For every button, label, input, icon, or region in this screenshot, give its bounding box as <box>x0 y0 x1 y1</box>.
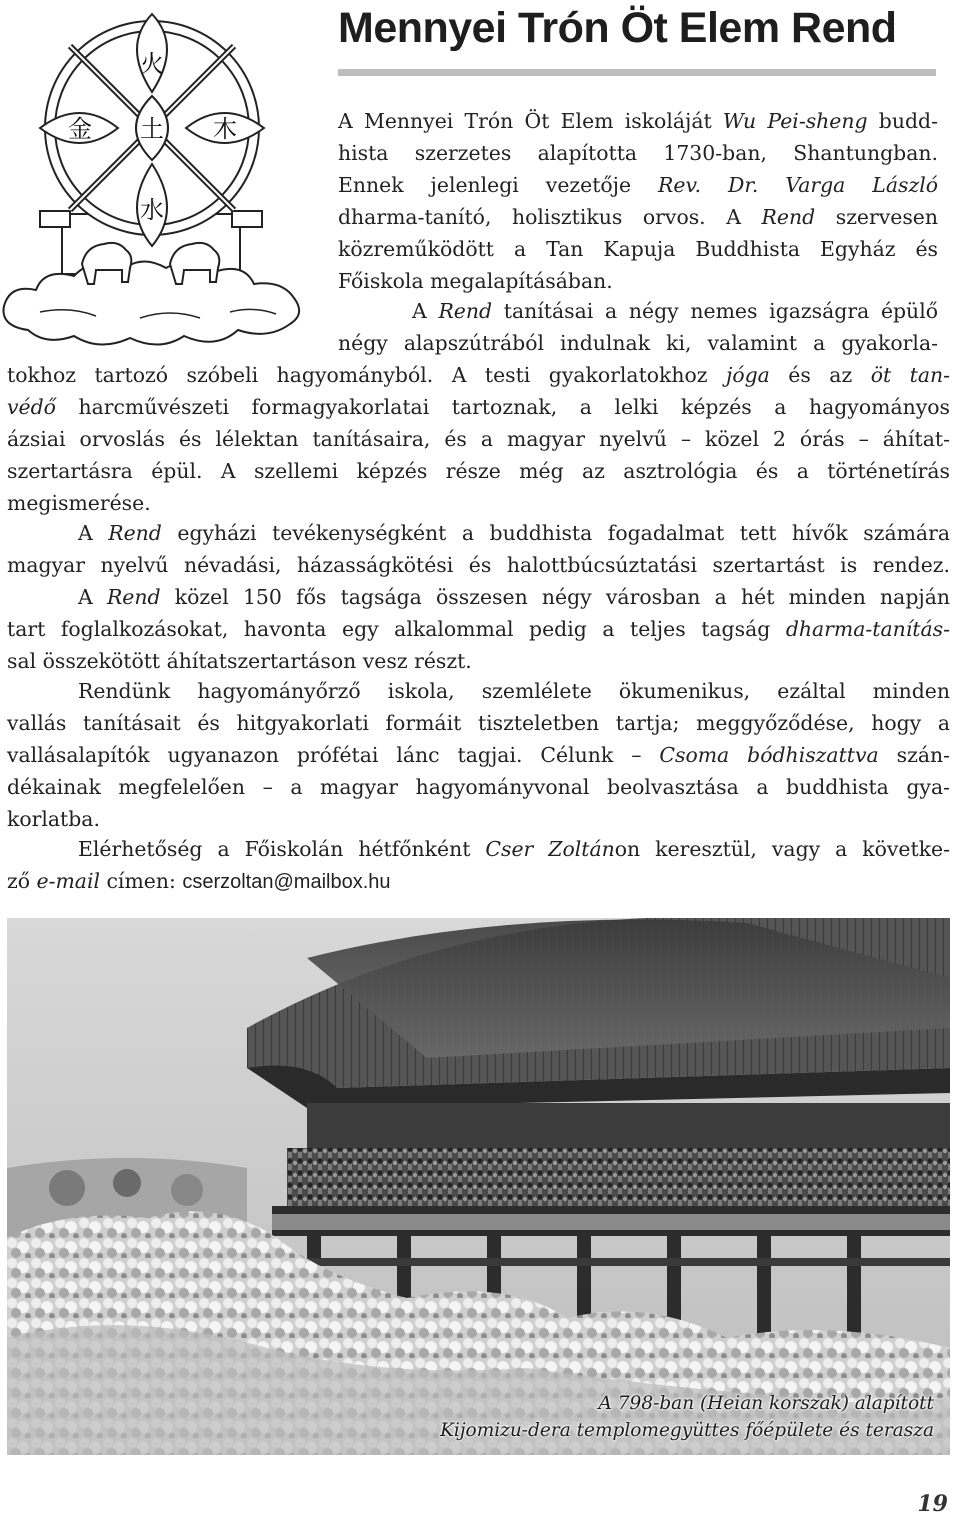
wood-glyph: 木 <box>213 115 237 143</box>
p3-line: A Rend egyházi tevékenységként a buddhista fogadalmat tett hívők számára <box>78 521 950 545</box>
water-glyph: 水 <box>140 196 164 224</box>
p5-line: vallás tanításait és hitgyakorlati formáit tiszteletben tartja; meggyőződése, hogy a <box>7 711 950 735</box>
p2-line: megismerése. <box>7 491 151 515</box>
p5-line: dékainak megfelelően – a magyar hagyományvonal beolvasztása a buddhista gya- <box>7 775 950 799</box>
p1-line: hista szerzetes alapította 1730-ban, Shantungban. <box>338 141 938 165</box>
five-elements-emblem <box>0 6 306 356</box>
caption-line: A 798-ban (Heian korszak) alapított <box>598 1393 934 1414</box>
p1-line: Ennek jelenlegi vezetője Rev. Dr. Varga László <box>338 173 938 197</box>
p2-line: tokhoz tartozó szóbeli hagyományból. A testi gyakorlatokhoz jóga és az öt tan- <box>7 363 950 387</box>
title-rule <box>338 69 936 76</box>
p2-line: négy alapszútrából indulnak ki, valamint a gyakorla- <box>338 331 938 355</box>
metal-glyph: 金 <box>68 115 92 143</box>
p4-line: A Rend közel 150 fős tagsága összesen négy városban a hét minden napján <box>78 585 951 609</box>
p1-line: közreműködött a Tan Kapuja Buddhista Egyház és <box>338 237 938 261</box>
p2-line: védő harcművészeti formagyakorlatai tartoznak, a lelki képzés a hagyományos <box>7 395 950 419</box>
fire-glyph: 火 <box>140 50 164 78</box>
p6-line: ző e-mail címen: cserzoltan@mailbox.hu <box>7 869 391 893</box>
photo-caption <box>334 1390 934 1444</box>
p4-line: sal összekötött áhítatszertartáson vesz részt. <box>7 649 472 673</box>
p1-line: A Mennyei Trón Öt Elem iskoláját Wu Pei-sheng budd- <box>338 109 938 133</box>
caption-line: Kijomizu-dera templomegyüttes főépülete és terasza <box>440 1420 934 1441</box>
p1-line: dharma-tanító, holisztikus orvos. A Rend szervesen <box>338 205 939 229</box>
p2-line: szertartásra épül. A szellemi képzés része még az asztrológia és a történetírás <box>7 459 950 483</box>
p5-line: Rendünk hagyományőrző iskola, szemlélete ökumenikus, ezáltal minden <box>78 679 950 703</box>
p4-line: tart foglalkozásokat, havonta egy alkalommal pedig a teljes tagság dharma-tanítás- <box>7 617 950 641</box>
email-address[interactable]: cserzoltan@mailbox.hu <box>182 871 391 893</box>
p2-line: ázsiai orvoslás és lélektan tanításaira, és a magyar nyelvű – közel 2 órás – áhítat- <box>7 427 950 451</box>
p2-line: A Rend tanításai a négy nemes igazságra épülő <box>412 299 938 323</box>
p5-line: korlatba. <box>7 807 100 831</box>
p5-line: vallásalapítók ugyanazon prófétai lánc tagjai. Célunk – Csoma bódhiszattva szán- <box>7 743 951 767</box>
p3-line: magyar nyelvű névadási, házasságkötési és halottbúcsúztatási szertartást is rendez. <box>7 553 950 577</box>
p1-line: Főiskola megalapításában. <box>338 269 613 293</box>
p6-line: Elérhetőség a Főiskolán hétfőnként Cser Zoltánon keresztül, vagy a követke- <box>78 837 951 861</box>
page-number: 19 <box>917 1491 948 1517</box>
temple-photo <box>7 918 950 1455</box>
earth-glyph: 土 <box>140 115 164 143</box>
page-title: Mennyei Trón Öt Elem Rend <box>338 4 897 52</box>
